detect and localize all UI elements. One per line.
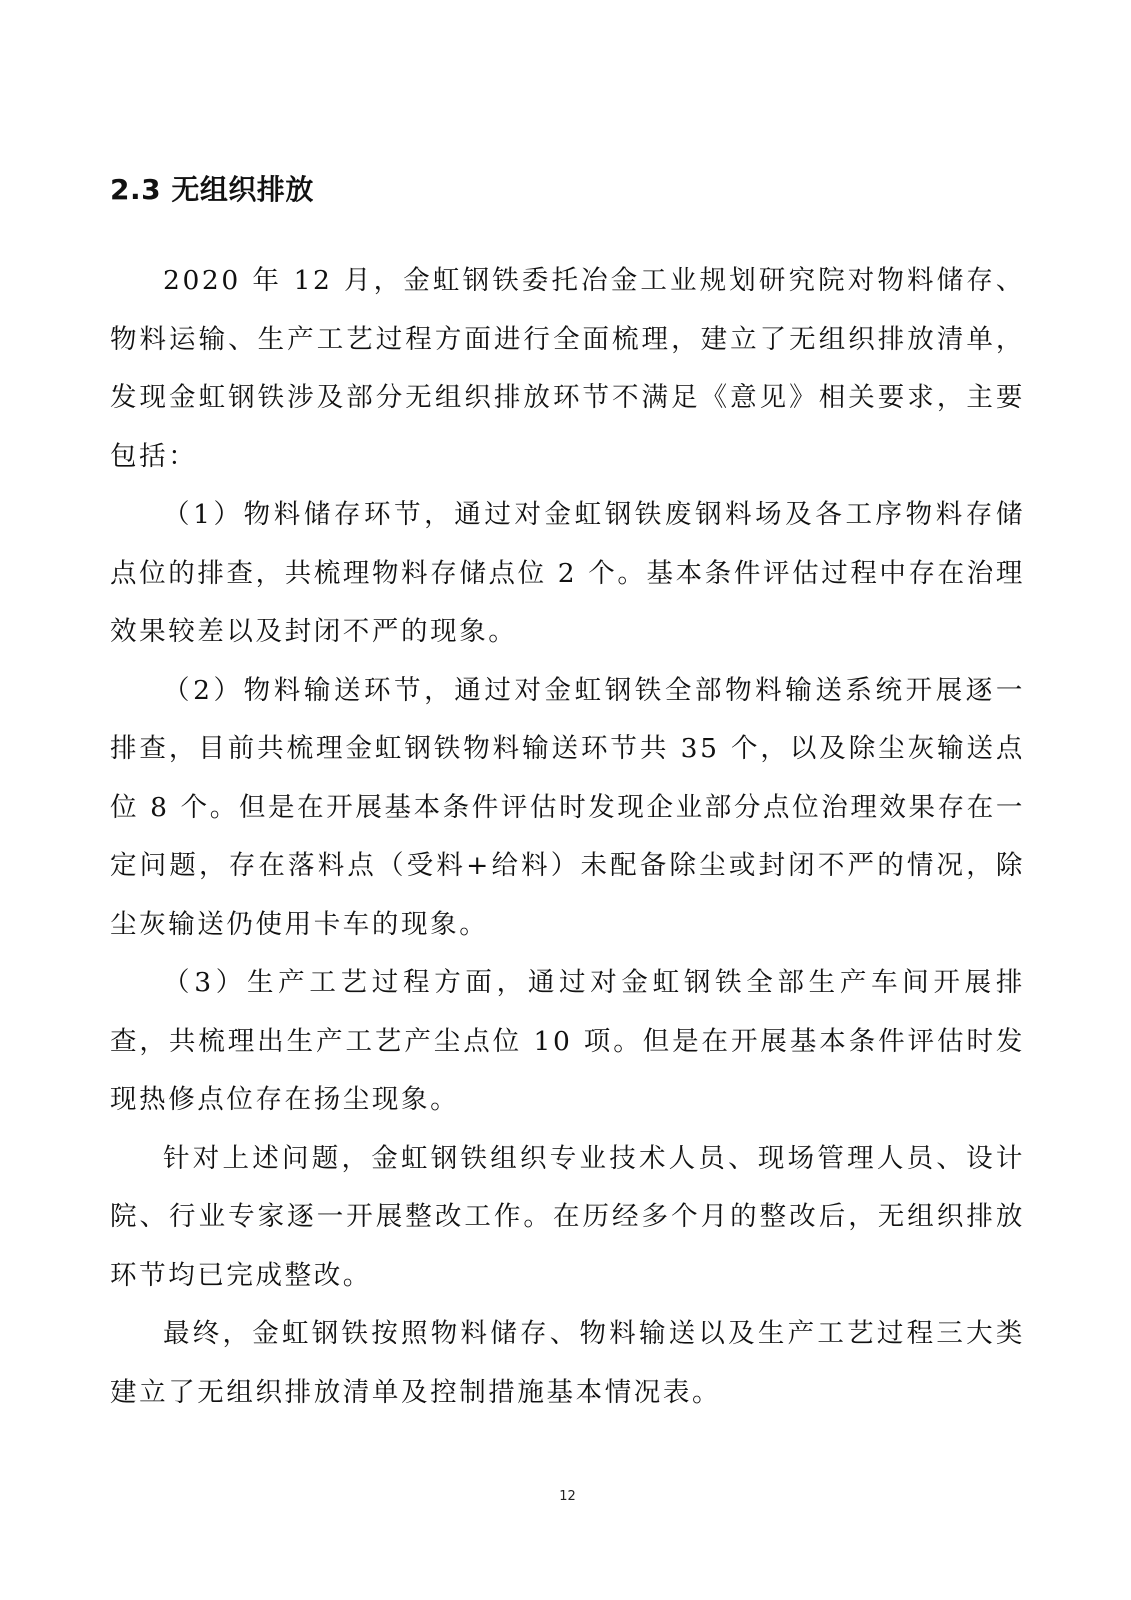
paragraph-production-process: （3）生产工艺过程方面，通过对金虹钢铁全部生产车间开展排查，共梳理出生产工艺产尘点位 10 项。但是在开展基本条件评估时发现热修点位存在扬尘现象。 [110,967,1025,1115]
paragraph-intro: 2020 年 12 月，金虹钢铁委托冶金工业规划研究院对物料储存、物料运输、生产工艺过程方面进行全面梳理，建立了无组织排放清单，发现金虹钢铁涉及部分无组织排放环节不满足《意见》相关要求，主要包括： [110,265,1025,472]
paragraph-conclusion: 最终，金虹钢铁按照物料储存、物料输送以及生产工艺过程三大类建立了无组织排放清单及控制措施基本情况表。 [110,1318,1025,1408]
page-number: 12 [559,1489,576,1504]
paragraph-material-transport: （2）物料输送环节，通过对金虹钢铁全部物料输送系统开展逐一排查，目前共梳理金虹钢铁物料输送环节共 35 个，以及除尘灰输送点位 8 个。但是在开展基本条件评估时发现企业部分点位治理效果存在一定问题，存在落料点（受料+给料）未配备除尘或封闭不严的情况，除尘灰输送仍使用卡车的现象。 [110,674,1025,940]
body-text [110,252,1025,1422]
paragraph-material-storage: （1）物料储存环节，通过对金虹钢铁废钢料场及各工序物料存储点位的排查，共梳理物料存储点位 2 个。基本条件评估过程中存在治理效果较差以及封闭不严的现象。 [110,499,1025,647]
document-page [110,0,1025,1600]
section-heading: 2.3 无组织排放 [110,173,314,206]
paragraph-rectification: 针对上述问题，金虹钢铁组织专业技术人员、现场管理人员、设计院、行业专家逐一开展整改工作。在历经多个月的整改后，无组织排放环节均已完成整改。 [110,1142,1025,1291]
